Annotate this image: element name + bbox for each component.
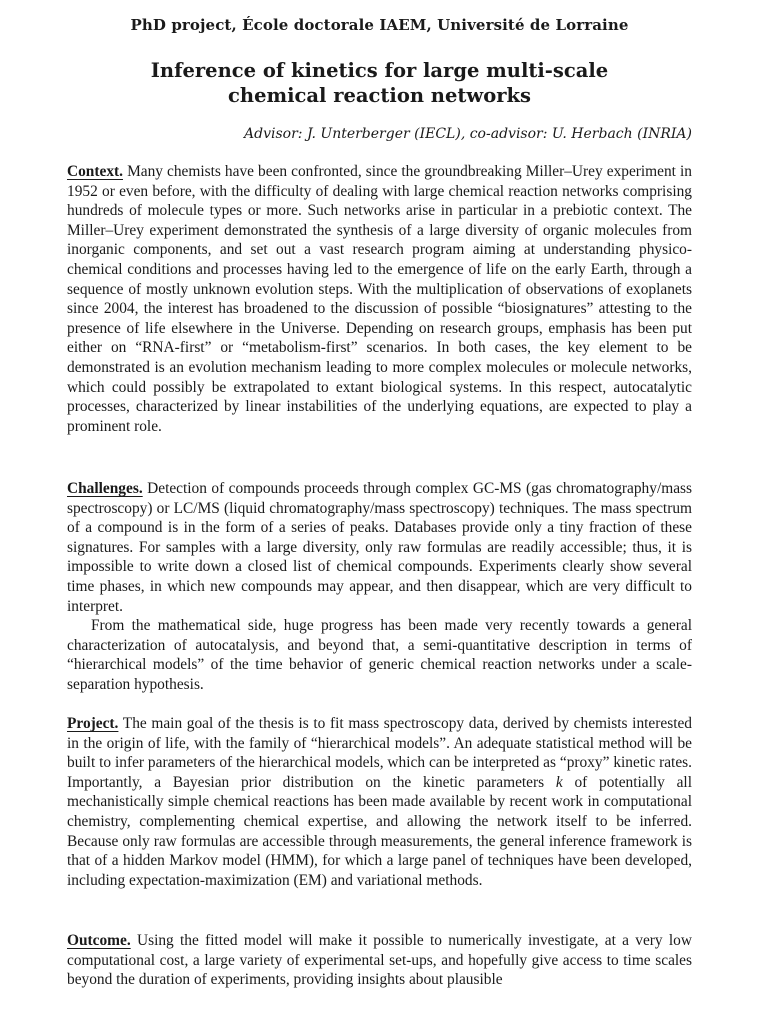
outcome-section bbox=[67, 931, 692, 990]
context-heading: Context. bbox=[67, 163, 123, 180]
outcome-heading: Outcome. bbox=[67, 932, 131, 949]
outcome-text: Using the fitted model will make it possible to numerically investigate, at a very low computational cost, a large variety of experimental set-ups, and hopefully give access to time scales beyond the duration of experiments, providing insights about plausible bbox=[67, 932, 692, 989]
challenges-text: Detection of compounds proceeds through complex GC-MS (gas chromatography/mass spectroscopy) or LC/MS (liquid chromatography/mass spectroscopy) techniques. The mass spectrum of a compound is in the form of a series of peaks. Databases provide only a tiny fraction of these signatures. For samples with a large diversity, only raw formulas are readily accessible; thus, it is impossible to write down a closed list of chemical compounds. Experiments clearly show several time phases, in which new compounds may appear, and then disappear, which are very difficult to interpret. bbox=[67, 480, 693, 615]
challenges-heading: Challenges. bbox=[67, 480, 143, 497]
title-line-2: chemical reaction networks bbox=[228, 84, 531, 107]
context-section bbox=[67, 162, 692, 436]
project-section bbox=[67, 714, 692, 890]
challenges-section bbox=[67, 479, 692, 695]
project-heading: Project. bbox=[67, 715, 119, 732]
project-text: The main goal of the thesis is to fit mass spectroscopy data, derived by chemists interested in the origin of life, with the family of “hierarchical models”. An adequate statistical method will be built to infer parameters of the hierarchical models, which can be interpreted as “proxy” kinetic rates. Importantly, a Bayesian prior distribution on the kinetic parameters bbox=[67, 715, 692, 791]
project-text-continued: of potentially all mechanistically simple chemical reactions has been made available by recent work in computational chemistry, complementing chemical expertise, and allowing the network itself to be inferred. Because only raw formulas are accessible through measurements, the general inference framework is that of a hidden Markov model (HMM), for which a large panel of techniques have been developed, including expectation-maximization (EM) and variational methods. bbox=[67, 773, 692, 889]
kinetic-parameter-variable: k bbox=[555, 773, 563, 791]
title-line-1: Inference of kinetics for large multi-scale bbox=[150, 59, 609, 82]
document-title bbox=[67, 58, 692, 108]
advisor-line: Advisor: J. Unterberger (IECL), co-advisor: U. Herbach (INRIA) bbox=[244, 126, 692, 142]
document-header: PhD project, École doctorale IAEM, Université de Lorraine bbox=[130, 16, 629, 34]
context-text: Many chemists have been confronted, since the groundbreaking Miller–Urey experiment in 1952 or even before, with the difficulty of dealing with large chemical reaction networks comprising hundreds of molecule types or more. Such networks arise in particular in a prebiotic context. The Miller–Urey experiment demonstrated the synthesis of a large diversity of organic molecules from inorganic components, and set out a vast research program aiming at understanding physico-chemical conditions and processes having led to the emergence of life on the early Earth, through a sequence of mostly unknown evolution steps. With the multiplication of observations of exoplanets since 2004, the interest has broadened to the discussion of possible “biosignatures” attesting to the presence of life elsewhere in the Universe. Depending on research groups, emphasis has been put either on “RNA-first” or “metabolism-first” scenarios. In both cases, the key element to be demonstrated is an evolution mechanism leading to more complex molecules or molecule networks, which could possibly be extrapolated to extant biological systems. In this respect, autocatalytic processes, characterized by linear instabilities of the underlying equations, are expected to play a prominent role. bbox=[67, 163, 692, 435]
challenges-paragraph-2: From the mathematical side, huge progress has been made very recently towards a general characterization of autocatalysis, and beyond that, a semi-quantitative description in terms of “hierarchical models” of the time behavior of generic chemical reaction networks under a scale-separation hypothesis. bbox=[67, 617, 692, 693]
